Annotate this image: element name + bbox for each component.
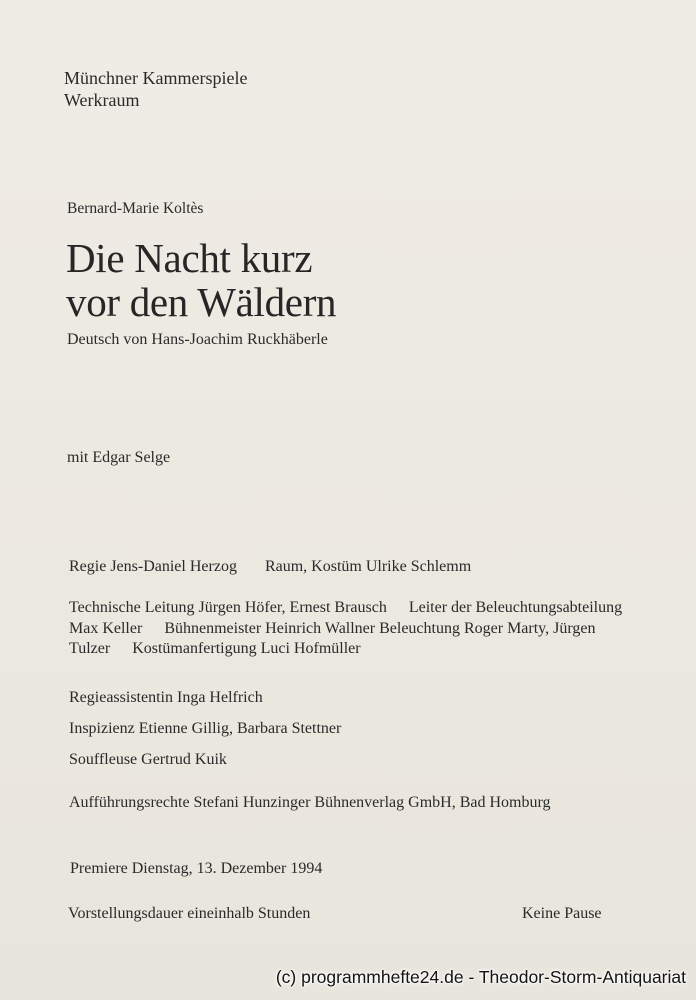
author: Bernard-Marie Koltès (67, 200, 204, 217)
credit-buehnenmeister: Bühnenmeister Heinrich Wallner (164, 619, 376, 637)
theater-line-1: Münchner Kammerspiele (64, 68, 248, 88)
credit-leiter-beleuchtung: Leiter der Beleuchtungsabteilung Max Keller (69, 599, 623, 637)
credit-regieassistentin: Regieassistentin Inga Helfrich (69, 689, 263, 706)
performance-rights: Aufführungsrechte Stefani Hunzinger Bühnenverlag GmbH, Bad Homburg (69, 794, 551, 811)
translation-credit: Deutsch von Hans-Joachim Ruckhäberle (67, 331, 328, 348)
theater-name (64, 67, 247, 111)
watermark-footer (0, 954, 696, 1000)
cast: mit Edgar Selge (67, 449, 171, 466)
credit-raum-kostuem: Raum, Kostüm Ulrike Schlemm (264, 558, 472, 575)
credit-beleuchtung: Beleuchtung Roger Marty, Jürgen Tulzer (69, 619, 596, 657)
technical-credits (69, 598, 624, 660)
credits-row-direction (69, 558, 471, 576)
intermission-note: Keine Pause (522, 905, 602, 922)
credit-inspizienz: Inspizienz Etienne Gillig, Barbara Stettner (69, 720, 342, 737)
play-title-line-2: vor den Wäldern (66, 279, 337, 325)
play-title-line-1: Die Nacht kurz (66, 235, 313, 281)
credit-souffleuse: Souffleuse Gertrud Kuik (69, 751, 227, 768)
credit-technische-leitung: Technische Leitung Jürgen Höfer, Ernest Brausch (69, 599, 387, 616)
watermark-text: (c) programmhefte24.de - Theodor-Storm-Antiquariat (275, 966, 686, 987)
performance-duration: Vorstellungsdauer eineinhalb Stunden (68, 905, 311, 922)
credit-kostuemanfertigung: Kostümanfertigung Luci Hofmüller (132, 640, 361, 657)
premiere-date: Premiere Dienstag, 13. Dezember 1994 (70, 860, 323, 877)
theater-line-2: Werkraum (64, 90, 140, 110)
credit-regie: Regie Jens-Daniel Herzog (69, 558, 237, 575)
play-title (66, 236, 336, 324)
